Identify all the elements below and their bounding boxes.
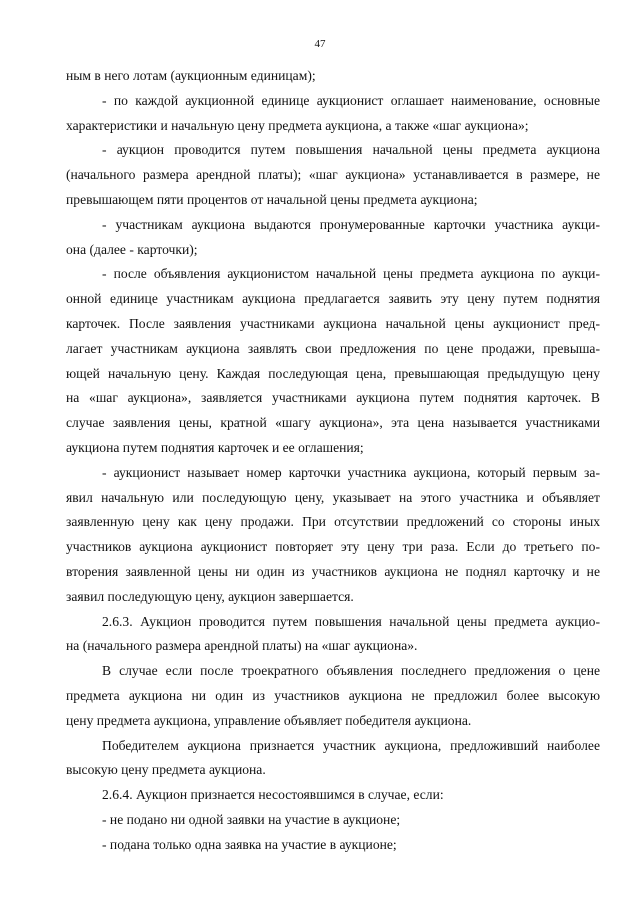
text-line: - подана только одна заявка на участие в аукционе; bbox=[102, 836, 397, 852]
text-line: характеристики и начальную цену предмета аукциона, а также «шаг аукциона»; bbox=[66, 117, 529, 133]
text-line: - после объявления аукционистом начальной цены предмета аукциона по аукци- bbox=[102, 266, 600, 282]
page-number: 47 bbox=[314, 38, 326, 50]
text-line: случае заявления цены, кратной «шагу аукциона», эта цена называется участниками bbox=[66, 415, 600, 431]
text-line: - не подано ни одной заявки на участие в аукционе; bbox=[102, 811, 401, 827]
text-line: лагает участникам аукциона заявлять свои предложения по цене продажи, превыша- bbox=[66, 340, 600, 356]
text-line: (начального размера арендной платы); «шаг аукциона» устанавливается в размере, не bbox=[66, 167, 600, 183]
text-line: вторения заявленной цены ни один из участников аукциона не поднял карточку и не bbox=[66, 563, 600, 579]
text-line: аукциона путем поднятия карточек и ее оглашения; bbox=[66, 439, 364, 455]
text-line: заявленную цену как цену продажи. При отсутствии предложений со стороны иных bbox=[66, 514, 600, 530]
text-line: заявил последующую цену, аукцион завершается. bbox=[66, 588, 354, 604]
text-line: - участникам аукциона выдаются пронумерованные карточки участника аукци- bbox=[102, 216, 600, 232]
text-line: - по каждой аукционной единице аукционист оглашает наименование, основные bbox=[102, 92, 600, 108]
text-line: 2.6.4. Аукцион признается несостоявшимся в случае, если: bbox=[102, 787, 444, 803]
text-line: превышающем пяти процентов от начальной цены предмета аукциона; bbox=[66, 191, 478, 207]
text-line: явил начальную или последующую цену, указывает на этого участника и объявляет bbox=[66, 489, 600, 505]
text-line: на «шаг аукциона», заявляется участниками аукциона путем поднятия карточек. В bbox=[66, 390, 600, 406]
text-line: - аукцион проводится путем повышения начальной цены предмета аукциона bbox=[102, 142, 600, 158]
text-line: ющей начальную цену. Каждая последующая цена, превышающая предыдущую цену bbox=[66, 365, 600, 381]
text-line: предмета аукциона ни один из участников аукциона не предложил более высокую bbox=[66, 687, 600, 703]
text-line: карточек. После заявления участниками аукциона начальной цены аукционист пред- bbox=[66, 315, 600, 331]
text-line: - аукционист называет номер карточки участника аукциона, который первым за- bbox=[102, 464, 600, 480]
text-line: она (далее - карточки); bbox=[66, 241, 198, 257]
body-text bbox=[66, 64, 600, 858]
text-line: В случае если после троекратного объявления последнего предложения о цене bbox=[102, 663, 600, 679]
text-line: высокую цену предмета аукциона. bbox=[66, 762, 266, 778]
text-line: участников аукциона аукционист повторяет эту цену три раза. Если до третьего по- bbox=[66, 539, 600, 555]
text-line: онной единице участникам аукциона предлагается заявить эту цену путем поднятия bbox=[66, 291, 600, 307]
text-line: ным в него лотам (аукционным единицам); bbox=[66, 68, 316, 83]
text-line: цену предмета аукциона, управление объявляет победителя аукциона. bbox=[66, 712, 472, 728]
text-line: Победителем аукциона признается участник аукциона, предложивший наиболее bbox=[102, 737, 600, 753]
text-line: на (начального размера арендной платы) на «шаг аукциона». bbox=[66, 638, 418, 654]
text-line: 2.6.3. Аукцион проводится путем повышения начальной цены предмета аукцио- bbox=[102, 613, 600, 629]
